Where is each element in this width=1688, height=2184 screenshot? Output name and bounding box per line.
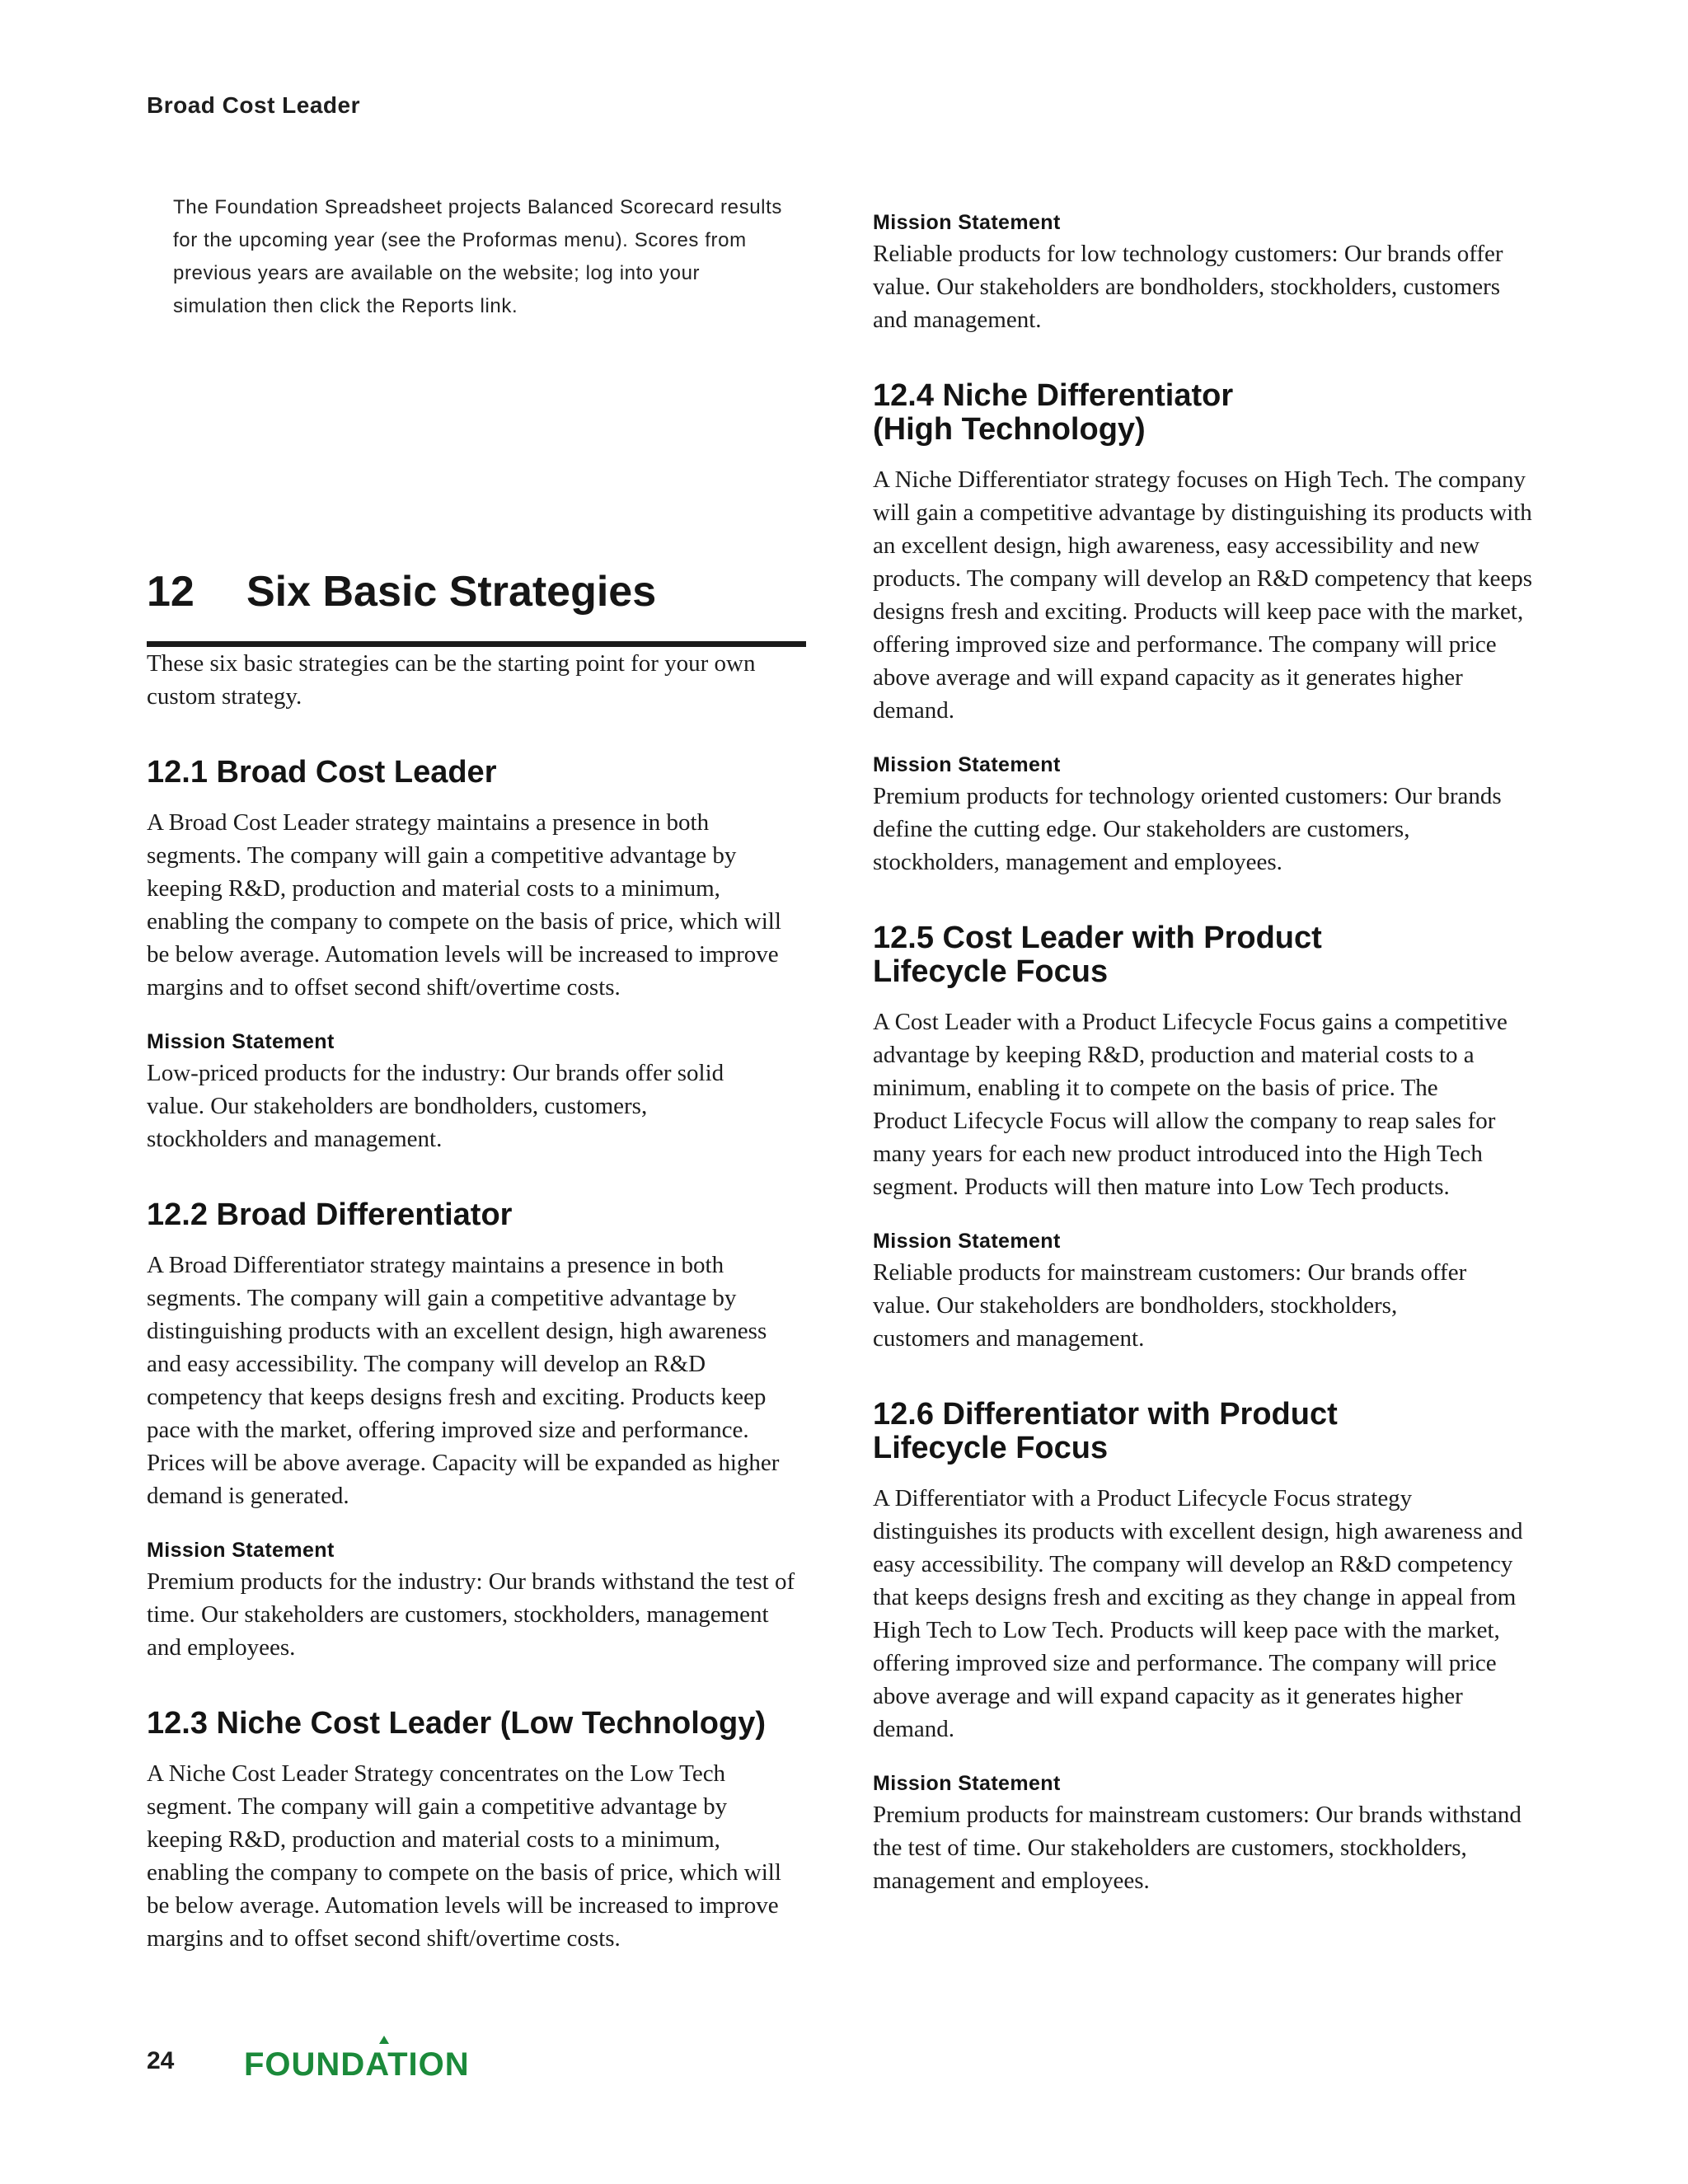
mission-body-12-3: Reliable products for low technology customers: Our brands offer value. Our stakeholders are bondholders, stockholders, customers and management. [873, 241, 1503, 333]
section-heading-12-5 [873, 921, 1532, 989]
section-body-12-1: A Broad Cost Leader strategy maintains a presence in both segments. The company will gain a competitive advantage by keeping R&D, production and material costs to a minimum, enabling the company to compete on the basis of price, which will be below average. Automation levels will be increased to improve margins and to offset second shift/overtime costs. [147, 809, 781, 1001]
mission-heading-12-2: Mission Statement [147, 1539, 335, 1562]
section-heading-12-3: 12.3 Niche Cost Leader (Low Technology) [147, 1706, 766, 1741]
section-body-12-2: A Broad Differentiator strategy maintains a presence in both segments. The company will gain a competitive advantage by distinguishing products with an excellent design, high awareness and easy accessibility. The company will develop an R&D competency that keeps designs fresh and exciting. Products keep pace with the market, offering improved size and performance. Prices will be above average. Capacity will be expanded as higher demand is generated. [147, 1252, 780, 1509]
foundation-logo-text: FOUNDATION [244, 2046, 470, 2082]
section-heading-12-2: 12.2 Broad Differentiator [147, 1197, 513, 1232]
mission-body-12-1: Low-priced products for the industry: Our brands offer solid value. Our stakeholders are bondholders, customers, stockholders and management. [147, 1060, 724, 1152]
chapter-intro: These six basic strategies can be the starting point for your own custom strategy. [147, 650, 756, 710]
section-body-12-6: A Differentiator with a Product Lifecycle Focus strategy distinguishes its products with excellent design, high awareness and easy accessibility. The company will develop an R&D competency that keeps designs fresh and exciting as they change in appeal from High Tech to Low Tech. Products will keep pace with the market, offering improved size and performance. The company will price above average and will expand capacity as it generates higher demand. [873, 1485, 1523, 1742]
section-heading-12-5-line2: Lifecycle Focus [873, 954, 1109, 989]
section-heading-12-5-line1: 12.5 Cost Leader with Product [873, 921, 1322, 955]
section-heading-12-6 [873, 1398, 1532, 1465]
mission-heading-12-3: Mission Statement [873, 211, 1061, 234]
section-body-12-5: A Cost Leader with a Product Lifecycle Focus gains a competitive advantage by keeping R&D, production and material costs to a minimum, enabling it to compete on the basis of price. The Product Lifecycle Focus will allow the company to reap sales for many years for each new product introduced into the High Tech segment. Products will then mature into Low Tech products. [873, 1009, 1507, 1200]
chapter-rule [147, 641, 806, 647]
logo-triangle-mark [379, 2036, 389, 2044]
mission-body-12-6: Premium products for mainstream customers: Our brands withstand the test of time. Our stakeholders are customers, stockholders, management and employees. [873, 1802, 1522, 1894]
mission-heading-12-6: Mission Statement [873, 1772, 1061, 1795]
running-head: Broad Cost Leader [147, 92, 360, 118]
chapter-heading [147, 567, 806, 616]
section-heading-12-4-line1: 12.4 Niche Differentiator [873, 378, 1234, 413]
page-number: 24 [147, 2047, 175, 2074]
right-column [873, 208, 1532, 1897]
mission-heading-12-5: Mission Statement [873, 1230, 1061, 1253]
section-heading-12-4-line2: (High Technology) [873, 412, 1146, 447]
mission-heading-12-1: Mission Statement [147, 1030, 335, 1053]
mission-heading-12-4: Mission Statement [873, 753, 1061, 776]
foundation-logo [242, 2032, 490, 2082]
mission-body-12-5: Reliable products for mainstream customers: Our brands offer value. Our stakeholders are bondholders, stockholders, customers and management. [873, 1259, 1467, 1352]
left-column [147, 191, 806, 1955]
section-heading-12-4 [873, 379, 1532, 447]
section-body-12-4: A Niche Differentiator strategy focuses on High Tech. The company will gain a competitive advantage by distinguishing its products with an excellent design, high awareness, easy accessibility and new products. The company will develop an R&D competency that keeps designs fresh and exciting. Products will keep pace with the market, offering improved size and performance. The company will price above average and will expand capacity as it generates higher demand. [873, 466, 1532, 724]
section-heading-12-1: 12.1 Broad Cost Leader [147, 755, 497, 790]
chapter-title: Six Basic Strategies [246, 568, 657, 616]
scorecard-note: The Foundation Spreadsheet projects Balanced Scorecard results for the upcoming year (see the Proformas menu). Scores from previous years are available on the website; log into your simulation then click the Reports link. [173, 196, 782, 317]
section-body-12-3: A Niche Cost Leader Strategy concentrates on the Low Tech segment. The company will gain a competitive advantage by keeping R&D, production and material costs to a minimum, enabling the company to compete on the basis of price, which will be below average. Automation levels will be increased to improve margins and to offset second shift/overtime costs. [147, 1760, 781, 1952]
mission-body-12-4: Premium products for technology oriented customers: Our brands define the cutting edge. Our stakeholders are customers, stockholders, management and employees. [873, 783, 1502, 875]
mission-body-12-2: Premium products for the industry: Our brands withstand the test of time. Our stakeholders are customers, stockholders, management and employees. [147, 1568, 795, 1661]
section-heading-12-6-line2: Lifecycle Focus [873, 1431, 1109, 1465]
chapter-number: 12 [147, 568, 195, 616]
section-heading-12-6-line1: 12.6 Differentiator with Product [873, 1397, 1338, 1432]
